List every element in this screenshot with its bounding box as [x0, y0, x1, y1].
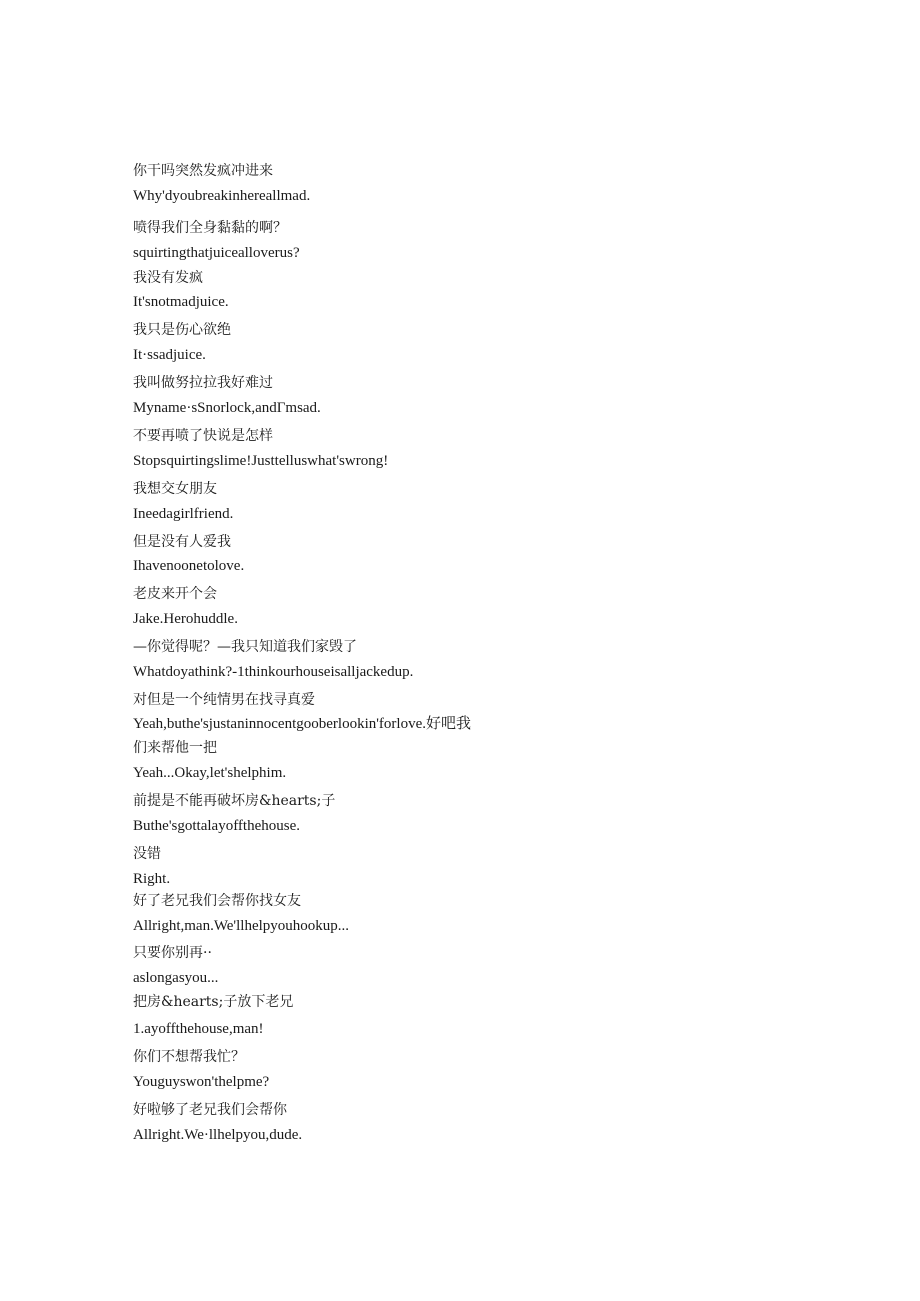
subtitle-zh-12: 们来帮他一把: [133, 740, 217, 756]
subtitle-zh-10: —你觉得呢？—我只知道我们家毁了: [133, 639, 357, 655]
subtitle-en-11: Yeah,buthe'sjustaninnocentgooberlookin'forlove.好吧我: [133, 716, 471, 732]
subtitle-zh-11: 对但是一个纯情男在找寻真爱: [133, 692, 315, 708]
subtitle-en-8: Ihavenoonetolove.: [133, 558, 245, 574]
subtitle-en-2: squirtingthatjuicealloverus?: [133, 245, 300, 261]
subtitle-zh-5: 我叫做努拉拉我好难过: [133, 375, 273, 391]
subtitle-en-4: It·ssadjuice.: [133, 347, 206, 363]
subtitle-en-12: Yeah...Okay,let'shelphim.: [133, 765, 287, 781]
subtitle-zh-15: 好了老兄我们会帮你找女友: [133, 893, 301, 909]
subtitle-en-15: Allright,man.We'llhelpyouhookup...: [133, 918, 350, 934]
subtitle-en-10: Whatdoyathink?-1thinkourhouseisalljackedup.: [133, 664, 414, 680]
subtitle-zh-16: 只要你别再··: [133, 945, 212, 961]
subtitle-en-17: 1.ayoffthehouse,man!: [133, 1021, 264, 1037]
subtitle-en-5: Myname·sSnorlock,andΓmsad.: [133, 400, 321, 416]
subtitle-zh-19: 好啦够了老兄我们会帮你: [133, 1102, 287, 1118]
subtitle-zh-14: 没错: [133, 846, 161, 862]
subtitle-zh-7: 我想交女朋友: [133, 481, 217, 497]
subtitle-en-16: aslongasyou...: [133, 970, 219, 986]
subtitle-zh-1: 你干吗突然发疯冲进来: [133, 163, 273, 179]
subtitle-zh-8: 但是没有人爱我: [133, 534, 231, 550]
subtitle-zh-17: 把房&hearts;子放下老兄: [133, 994, 294, 1010]
subtitle-en-18: Youguyswon'thelpme?: [133, 1074, 270, 1090]
subtitle-zh-13: 前提是不能再破坏房&hearts;子: [133, 793, 336, 809]
subtitle-zh-3: 我没有发疯: [133, 270, 203, 286]
subtitle-en-19: Allright.We·llhelpyou,dude.: [133, 1127, 303, 1143]
subtitle-en-9: Jake.Herohuddle.: [133, 611, 238, 627]
subtitle-en-1: Why'dyoubreakinhereallmad.: [133, 188, 311, 204]
subtitle-zh-4: 我只是伤心欲绝: [133, 322, 231, 338]
subtitle-zh-9: 老皮来开个会: [133, 586, 217, 602]
subtitle-en-3: It'snotmadjuice.: [133, 294, 229, 310]
subtitle-en-14: Right.: [133, 871, 171, 887]
subtitle-zh-6: 不要再喷了快说是怎样: [133, 428, 273, 444]
subtitle-en-6: Stopsquirtingslime!Justtelluswhat'swrong!: [133, 453, 389, 469]
subtitle-en-13: Buthe'sgottalayoffthehouse.: [133, 818, 300, 834]
subtitle-zh-2: 喷得我们全身黏黏的啊？: [133, 220, 287, 236]
subtitle-zh-18: 你们不想帮我忙？: [133, 1049, 245, 1065]
subtitle-en-7: Ineedagirlfriend.: [133, 506, 234, 522]
